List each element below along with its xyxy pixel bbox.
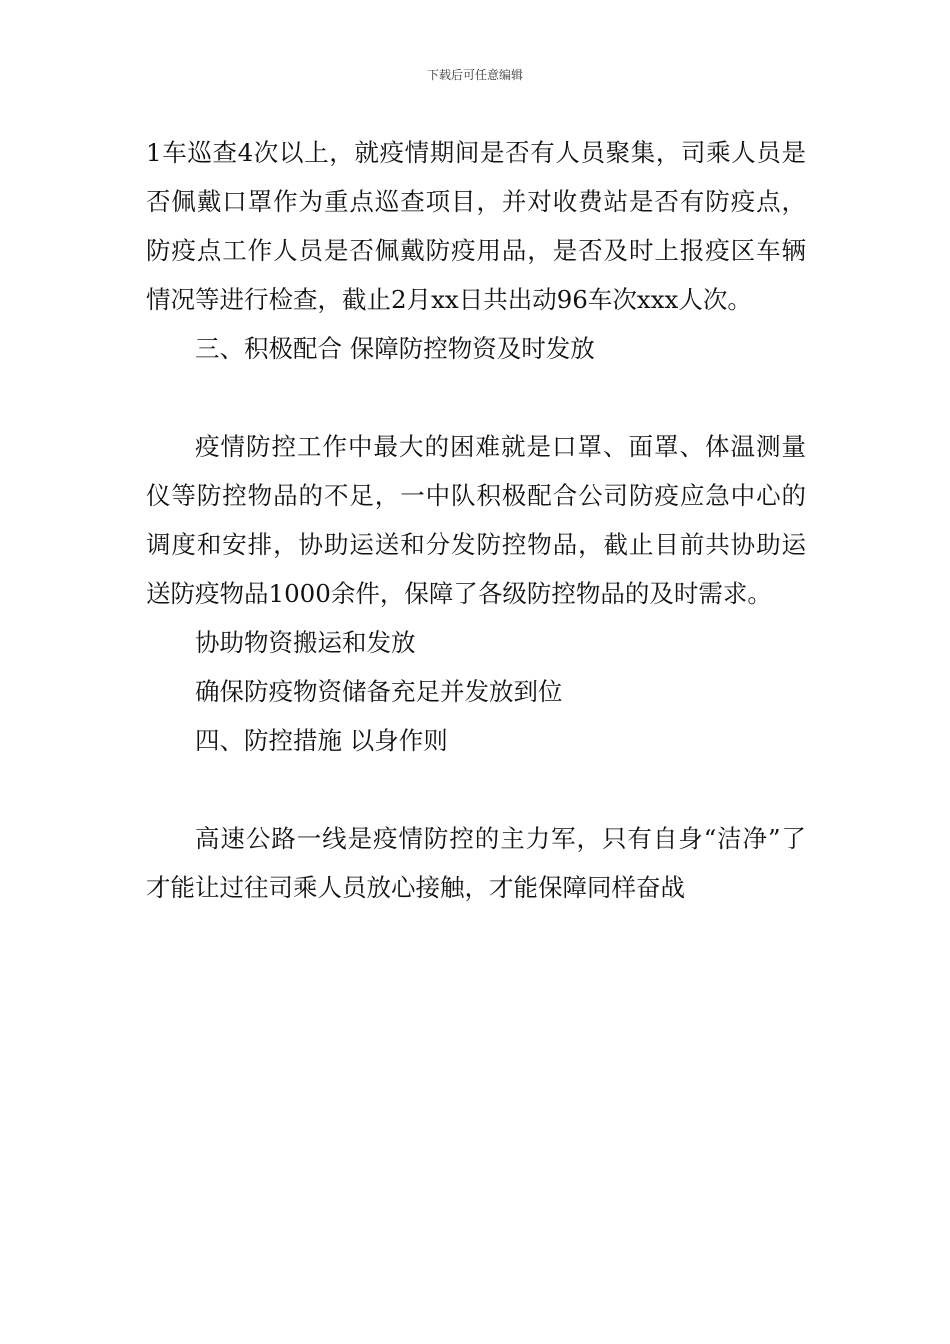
paragraph-inspection: 1车巡查4次以上，就疫情期间是否有人员聚集，司乘人员是否佩戴口罩作为重点巡查项目，并对收费站是否有防疫点，防疫点工作人员是否佩戴防疫用品，是否及时上报疫区车辆情况等进行检查，截止2月xx日共出动96车次xxx人次。 <box>146 138 806 314</box>
paragraph-measures: 高速公路一线是疫情防控的主力军，只有自身“洁净”了才能让过往司乘人员放心接触，才能保障同样奋战 <box>146 824 806 902</box>
caption-supplies-stock: 确保防疫物资储备充足并发放到位 <box>195 677 563 706</box>
section-heading-3: 三、积极配合 保障防控物资及时发放 <box>195 334 595 363</box>
section-heading-4: 四、防控措施 以身作则 <box>195 726 448 755</box>
page-header: 下载后可任意编辑 <box>426 68 523 82</box>
document-body <box>146 128 806 912</box>
caption-supplies-transport: 协助物资搬运和发放 <box>195 628 416 657</box>
paragraph-supplies: 疫情防控工作中最大的困难就是口罩、面罩、体温测量仪等防控物品的不足，一中队积极配合公司防疫应急中心的调度和安排，协助运送和分发防控物品，截止目前共协助运送防疫物品1000余件，保障了各级防控物品的及时需求。 <box>146 432 806 608</box>
